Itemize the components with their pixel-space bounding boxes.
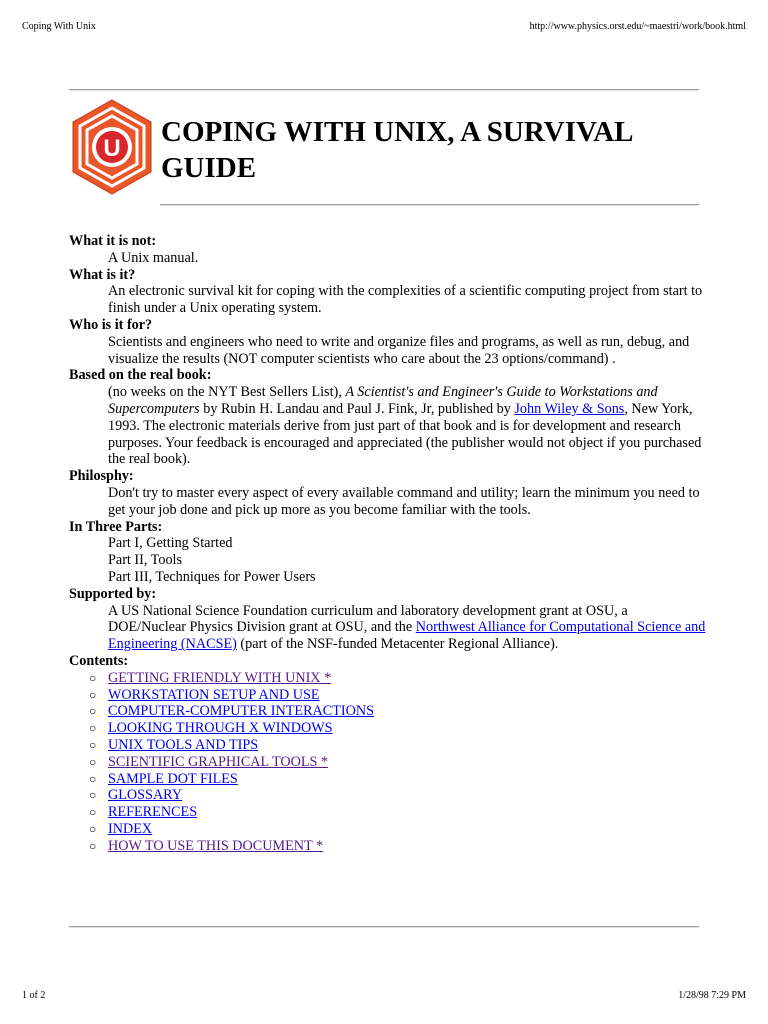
term-what-is: What is it? xyxy=(69,266,136,283)
contents-item xyxy=(89,754,709,771)
contents-item xyxy=(89,670,709,687)
circle-bullet-icon: ○ xyxy=(89,687,97,702)
desc-philosophy: Don't try to master every aspect of every available command and utility; learn the minimum you need to get your job done and pick up more as you become familiar with the tools. xyxy=(108,484,700,518)
support-text-2: (part of the NSF-funded Metacenter Regional Alliance). xyxy=(236,636,559,653)
circle-bullet-icon: ○ xyxy=(89,838,97,853)
print-footer-timestamp: 1/28/98 7:29 PM xyxy=(678,990,746,1001)
unix-logo-icon xyxy=(70,98,154,196)
publisher-link[interactable]: John Wiley & Sons xyxy=(514,400,625,417)
contents-item xyxy=(89,720,709,737)
circle-bullet-icon: ○ xyxy=(89,737,97,752)
part-item: Part I, Getting Started xyxy=(108,535,233,552)
contents-item xyxy=(89,838,709,855)
book-title: A Scientist's and Engineer's Guide to Workstations and Supercomputers xyxy=(108,384,658,417)
print-footer-page: 1 of 2 xyxy=(22,990,46,1001)
contents-link[interactable]: SAMPLE DOT FILES xyxy=(108,770,238,787)
contents-link[interactable]: GETTING FRIENDLY WITH UNIX * xyxy=(108,669,332,686)
term-contents: Contents: xyxy=(69,652,129,669)
support-text-1: A US National Science Foundation curriculum and laboratory development grant at OSU, a DOE/Nuclear Physics Division grant at OSU, and the xyxy=(108,602,628,636)
desc-who-for: Scientists and engineers who need to write and organize files and programs, as well as run, debug, and visualize the results (NOT computer scientists who care about the 23 options/command) . xyxy=(108,333,690,367)
nacse-link[interactable]: Northwest Alliance for Computational Science and Engineering (NACSE) xyxy=(108,619,706,653)
desc-real-book xyxy=(108,384,709,468)
circle-bullet-icon: ○ xyxy=(89,805,97,820)
contents-link[interactable]: LOOKING THROUGH X WINDOWS xyxy=(108,720,333,737)
desc-supported-by xyxy=(108,603,709,653)
contents-link[interactable]: WORKSTATION SETUP AND USE xyxy=(108,686,320,703)
contents-item xyxy=(89,821,709,838)
part-item: Part II, Tools xyxy=(108,552,183,569)
print-header-url: http://www.physics.orst.edu/~maestri/work/book.html xyxy=(529,21,746,32)
term-real-book: Based on the real book: xyxy=(69,367,212,384)
contents-item xyxy=(89,804,709,821)
circle-bullet-icon: ○ xyxy=(89,670,97,685)
main-content xyxy=(69,233,709,854)
contents-link[interactable]: UNIX TOOLS AND TIPS xyxy=(108,736,259,753)
contents-link[interactable]: SCIENTIFIC GRAPHICAL TOOLS * xyxy=(108,753,329,770)
horizontal-rule-bottom xyxy=(69,926,699,928)
circle-bullet-icon: ○ xyxy=(89,788,97,803)
contents-item xyxy=(89,737,709,754)
unix-logo-letter: U xyxy=(103,135,121,162)
print-header-title: Coping With Unix xyxy=(22,21,96,32)
horizontal-rule-title xyxy=(160,204,699,206)
book-text-3: , New York, 1993. The electronic materials derive from just part of that book and is for development and research purposes. Your feedback is encouraged and appreciated (the publisher would not object if you purchased the real book). xyxy=(108,400,702,468)
contents-list xyxy=(69,670,709,855)
term-supported-by: Supported by: xyxy=(69,585,157,602)
contents-link[interactable]: REFERENCES xyxy=(108,804,198,821)
book-text-2: by Rubin H. Landau and Paul J. Fink, Jr, published by xyxy=(199,400,515,417)
page-title: COPING WITH UNIX, A SURVIVAL GUIDE xyxy=(161,116,632,184)
desc-what-not: A Unix manual. xyxy=(108,249,199,266)
part-item: Part III, Techniques for Power Users xyxy=(108,568,316,585)
definition-list xyxy=(69,233,709,670)
term-what-not: What it is not: xyxy=(69,233,157,249)
contents-link[interactable]: GLOSSARY xyxy=(108,787,183,804)
circle-bullet-icon: ○ xyxy=(89,704,97,719)
contents-link[interactable]: COMPUTER-COMPUTER INTERACTIONS xyxy=(108,703,375,720)
circle-bullet-icon: ○ xyxy=(89,771,97,786)
term-who-for: Who is it for? xyxy=(69,316,153,333)
term-philosophy: Philosphy: xyxy=(69,468,134,485)
horizontal-rule-top xyxy=(69,89,699,91)
circle-bullet-icon: ○ xyxy=(89,821,97,836)
circle-bullet-icon: ○ xyxy=(89,721,97,736)
book-text-1: (no weeks on the NYT Best Sellers List), xyxy=(108,384,346,401)
contents-item xyxy=(89,687,709,704)
desc-what-is: An electronic survival kit for coping with the complexities of a scientific computing project from start to finish under a Unix operating system. xyxy=(108,283,703,317)
contents-item xyxy=(89,703,709,720)
circle-bullet-icon: ○ xyxy=(89,754,97,769)
contents-item xyxy=(89,771,709,788)
contents-link[interactable]: HOW TO USE THIS DOCUMENT * xyxy=(108,837,324,854)
contents-item xyxy=(89,787,709,804)
contents-link[interactable]: INDEX xyxy=(108,820,153,837)
term-three-parts: In Three Parts: xyxy=(69,518,163,535)
